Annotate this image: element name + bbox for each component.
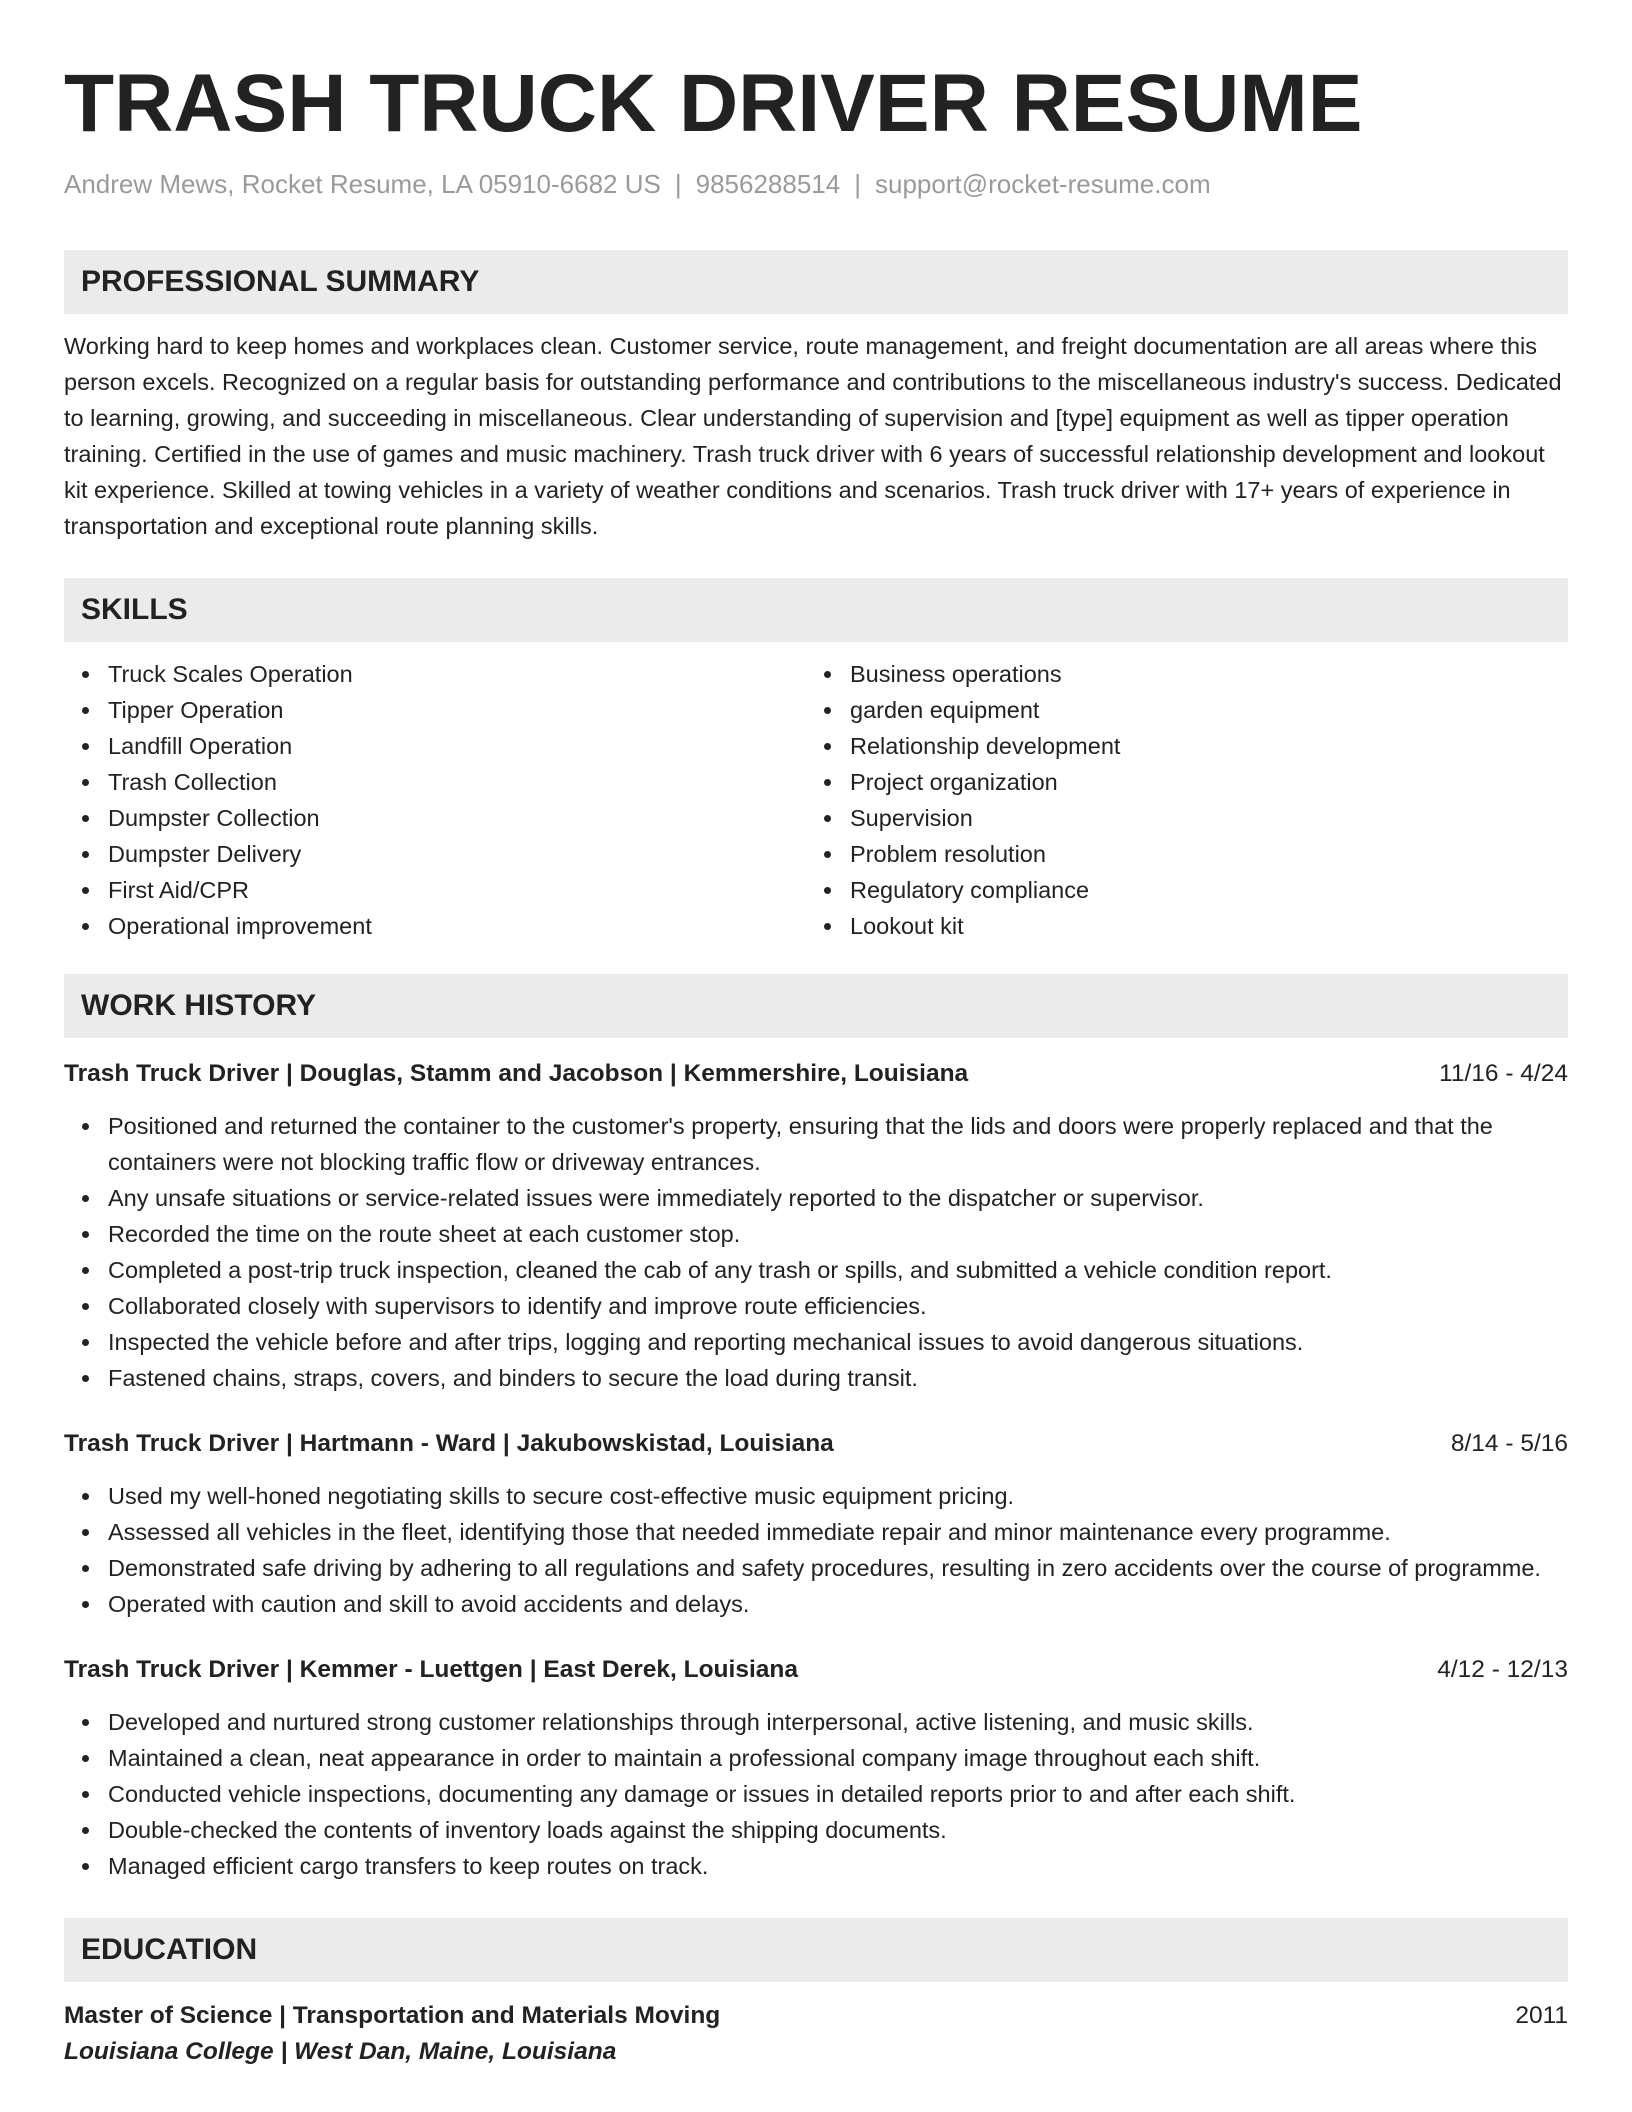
- job-bullets: [64, 1704, 1568, 1884]
- job-dates: 8/14 - 5/16: [1450, 1430, 1568, 1457]
- job-bullet: Maintained a clean, neat appearance in order to maintain a professional company image throughout each shift.: [108, 1740, 1568, 1776]
- job-header: [64, 1056, 1568, 1092]
- job-bullet: Double-checked the contents of inventory loads against the shipping documents.: [108, 1812, 1568, 1848]
- job-entry: [64, 1652, 1568, 1884]
- job-title: Trash Truck Driver | Kemmer - Luettgen | East Derek, Louisiana: [64, 1656, 798, 1683]
- resume-title: TRASH TRUCK DRIVER RESUME: [64, 58, 1363, 149]
- job-bullet: Collaborated closely with supervisors to identify and improve route efficiencies.: [108, 1288, 1568, 1324]
- job-bullet: Conducted vehicle inspections, documenting any damage or issues in detailed reports prior to and after each shift.: [108, 1776, 1568, 1812]
- contact-separator: |: [674, 169, 682, 199]
- skills-list-left: [64, 656, 806, 944]
- skill-item: Relationship development: [850, 728, 1548, 764]
- school-name: Louisiana College | West Dan, Maine, Louisiana: [64, 2038, 617, 2065]
- skill-item: Supervision: [850, 800, 1548, 836]
- job-dates: 11/16 - 4/24: [1439, 1060, 1568, 1087]
- job-bullet: Assessed all vehicles in the fleet, identifying those that needed immediate repair and minor maintenance every programme.: [108, 1514, 1568, 1550]
- skill-item: Tipper Operation: [108, 692, 806, 728]
- job-bullet: Recorded the time on the route sheet at each customer stop.: [108, 1216, 1568, 1252]
- skill-item: Operational improvement: [108, 908, 806, 944]
- job-bullets: [64, 1108, 1568, 1396]
- job-entry: [64, 1426, 1568, 1622]
- skill-item: Project organization: [850, 764, 1548, 800]
- job-bullet: Used my well-honed negotiating skills to secure cost-effective music equipment pricing.: [108, 1478, 1568, 1514]
- resume-page: [64, 0, 1568, 2070]
- skill-item: Regulatory compliance: [850, 872, 1548, 908]
- skill-item: Landfill Operation: [108, 728, 806, 764]
- skill-item: Problem resolution: [850, 836, 1548, 872]
- contact-email: support@rocket-resume.com: [875, 169, 1211, 199]
- education-year: 2011: [1515, 2002, 1568, 2029]
- degree-title: Master of Science | Transportation and Materials Moving: [64, 2002, 721, 2029]
- skill-item: Business operations: [850, 656, 1548, 692]
- job-bullet: Managed efficient cargo transfers to keep routes on track.: [108, 1848, 1568, 1884]
- skill-item: Truck Scales Operation: [108, 656, 806, 692]
- skill-item: Dumpster Collection: [108, 800, 806, 836]
- job-entry: [64, 1056, 1568, 1396]
- job-bullet: Inspected the vehicle before and after trips, logging and reporting mechanical issues to avoid dangerous situations.: [108, 1324, 1568, 1360]
- job-header: [64, 1652, 1568, 1688]
- work-history-heading: WORK HISTORY: [64, 974, 1568, 1038]
- job-bullets: [64, 1478, 1568, 1622]
- education-header: [64, 1998, 1568, 2034]
- contact-phone: 9856288514: [695, 169, 841, 199]
- job-dates: 4/12 - 12/13: [1437, 1656, 1568, 1683]
- skill-item: First Aid/CPR: [108, 872, 806, 908]
- skill-item: Lookout kit: [850, 908, 1548, 944]
- job-title: Trash Truck Driver | Hartmann - Ward | Jakubowskistad, Louisiana: [64, 1430, 834, 1457]
- skills-heading: SKILLS: [64, 578, 1568, 642]
- contact-line: [64, 168, 1568, 200]
- job-bullet: Demonstrated safe driving by adhering to all regulations and safety procedures, resulting in zero accidents over the course of programme.: [108, 1550, 1568, 1586]
- contact-separator: |: [854, 169, 861, 199]
- job-bullet: Developed and nurtured strong customer relationships through interpersonal, active listening, and music skills.: [108, 1704, 1568, 1740]
- professional-summary-heading: PROFESSIONAL SUMMARY: [64, 250, 1568, 314]
- job-bullet: Operated with caution and skill to avoid accidents and delays.: [108, 1586, 1568, 1622]
- job-bullet: Any unsafe situations or service-related issues were immediately reported to the dispatcher or supervisor.: [108, 1180, 1568, 1216]
- skills-columns: [64, 656, 1568, 944]
- skill-item: Dumpster Delivery: [108, 836, 806, 872]
- job-bullet: Fastened chains, straps, covers, and binders to secure the load during transit.: [108, 1360, 1568, 1396]
- education-heading: EDUCATION: [64, 1918, 1568, 1982]
- professional-summary-text: Working hard to keep homes and workplaces clean. Customer service, route management, and freight documentation are all areas where this person excels. Recognized on a regular basis for outstanding performance and contributions to the miscellaneous industry's success. Dedicated to learning, growing, and succeeding in miscellaneous. Clear understanding of supervision and [type] equipment as well as tipper operation training. Certified in the use of games and music machinery. Trash truck driver with 6 years of successful relationship development and lookout kit experience. Skilled at towing vehicles in a variety of weather conditions and scenarios. Trash truck driver with 17+ years of experience in transportation and exceptional route planning skills.: [64, 333, 1562, 539]
- education-entry: [64, 1998, 1568, 2070]
- skills-list-right: [806, 656, 1548, 944]
- job-bullet: Positioned and returned the container to the customer's property, ensuring that the lids and doors were properly replaced and that the containers were not blocking traffic flow or driveway entrances.: [108, 1108, 1568, 1180]
- job-title: Trash Truck Driver | Douglas, Stamm and Jacobson | Kemmershire, Louisiana: [64, 1060, 969, 1087]
- contact-address: Andrew Mews, Rocket Resume, LA 05910-6682 US: [64, 169, 661, 199]
- skill-item: garden equipment: [850, 692, 1548, 728]
- skill-item: Trash Collection: [108, 764, 806, 800]
- job-header: [64, 1426, 1568, 1462]
- job-bullet: Completed a post-trip truck inspection, cleaned the cab of any trash or spills, and submitted a vehicle condition report.: [108, 1252, 1568, 1288]
